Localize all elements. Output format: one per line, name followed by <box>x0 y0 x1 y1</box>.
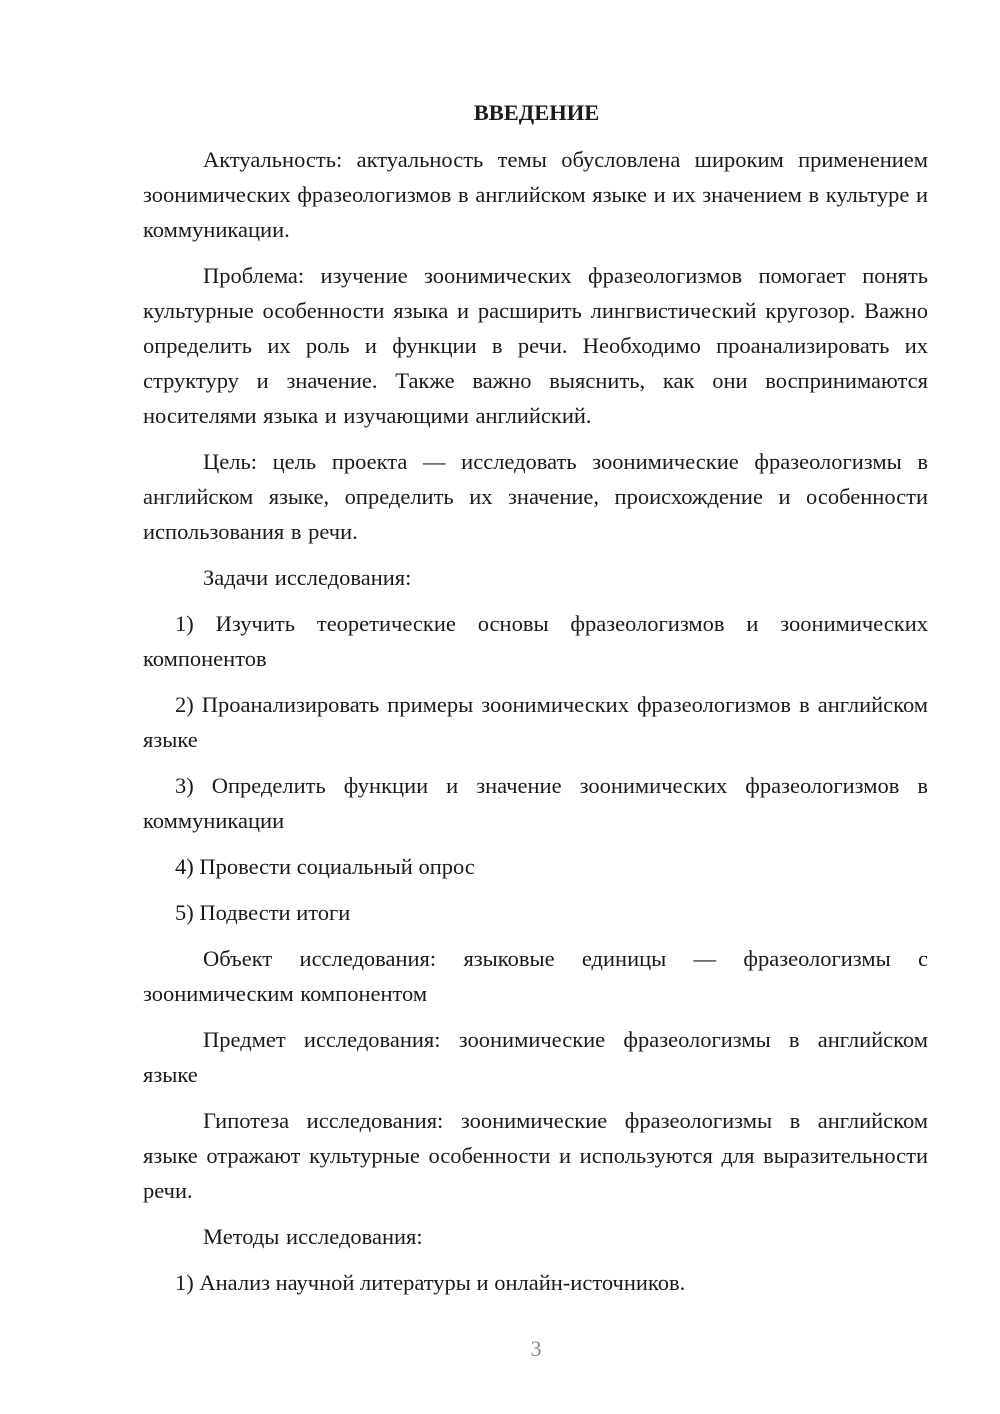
task-item-1: 1) Изучить теоретические основы фразеологизмов и зоонимических компонентов <box>143 611 928 671</box>
paragraph-hypothesis: Гипотеза исследования: зоонимические фразеологизмы в английском языке отражают культурные особенности и используются для выразительности речи. <box>143 1108 928 1203</box>
tasks-heading: Задачи исследования: <box>203 565 412 590</box>
paragraph-subject: Предмет исследования: зоонимические фразеологизмы в английском языке <box>143 1027 928 1087</box>
method-item-1: 1) Анализ научной литературы и онлайн-источников. <box>175 1270 686 1295</box>
task-item-5: 5) Подвести итоги <box>175 900 351 925</box>
task-item-3: 3) Определить функции и значение зоонимических фразеологизмов в коммуникации <box>143 773 928 833</box>
page-content <box>143 95 928 1311</box>
paragraph-problem: Проблема: изучение зоонимических фразеологизмов помогает понять культурные особенности языка и расширить лингвистический кругозор. Важно определить их роль и функции в речи. Необходимо проанализировать их структуру и значение. Также важно выяснить, как они воспринимаются носителями языка и изучающими английский. <box>143 263 928 428</box>
task-item-2: 2) Проанализировать примеры зоонимических фразеологизмов в английском языке <box>143 692 928 752</box>
paragraph-relevance: Актуальность: актуальность темы обусловлена широким применением зоонимических фразеологизмов в английском языке и их значением в культуре и коммуникации. <box>143 147 928 242</box>
methods-heading: Методы исследования: <box>203 1224 423 1249</box>
paragraph-goal: Цель: цель проекта — исследовать зоонимические фразеологизмы в английском языке, определить их значение, происхождение и особенности использования в речи. <box>143 449 928 544</box>
section-title: ВВЕДЕНИЕ <box>473 100 600 125</box>
paragraph-object: Объект исследования: языковые единицы — фразеологизмы с зоонимическим компонентом <box>143 946 928 1006</box>
page-number: 3 <box>530 1336 542 1361</box>
task-item-4: 4) Провести социальный опрос <box>175 854 475 879</box>
